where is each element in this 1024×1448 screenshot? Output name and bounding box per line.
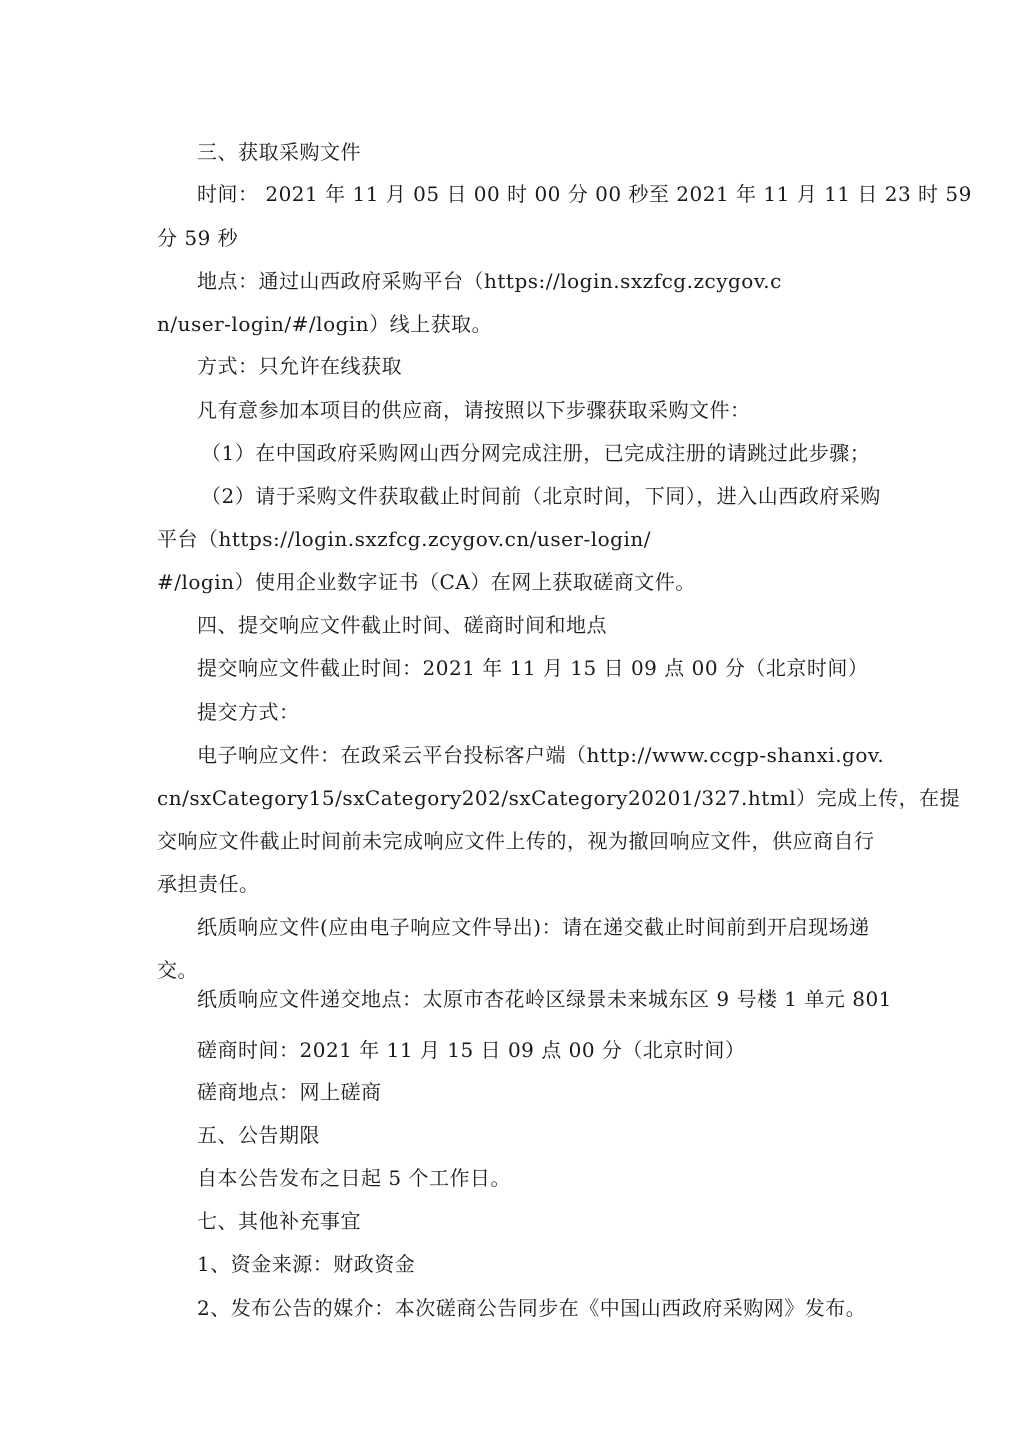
section-5-heading: 五、公告期限: [197, 1123, 320, 1147]
method-line: 方式：只允许在线获取: [197, 354, 402, 378]
consult-place-line: 磋商地点：网上磋商: [197, 1080, 382, 1104]
paper-address-line: 纸质响应文件递交地点：太原市杏花岭区绿景未来城东区 9 号楼 1 单元 801: [197, 987, 892, 1011]
section-7-heading: 七、其他补充事宜: [197, 1209, 361, 1233]
intro-line: 凡有意参加本项目的供应商，请按照以下步骤获取采购文件：: [197, 398, 751, 422]
section-3-heading: 三、获取采购文件: [197, 140, 361, 164]
paper-line-2: 交。: [157, 958, 198, 982]
step-2-line-1: （2）请于采购文件获取截止时间前（北京时间，下同），进入山西政府采购: [201, 484, 881, 508]
step-2-line-3: #/login）使用企业数字证书（CA）在网上获取磋商文件。: [157, 570, 696, 594]
electronic-line-1: 电子响应文件：在政采云平台投标客户端（http://www.ccgp-shanxi.gov.: [197, 743, 885, 767]
step-2-line-2: 平台（https://login.sxzfcg.zcygov.cn/user-login/: [157, 527, 651, 551]
place-line-1: 地点：通过山西政府采购平台（https://login.sxzfcg.zcygov.c: [197, 269, 782, 293]
electronic-line-3: 交响应文件截止时间前未完成响应文件上传的，视为撤回响应文件，供应商自行: [157, 829, 875, 853]
announcement-period-line: 自本公告发布之日起 5 个工作日。: [197, 1166, 511, 1190]
time-line-2: 分 59 秒: [157, 226, 239, 250]
electronic-line-2: cn/sxCategory15/sxCategory202/sxCategory20201/327.html）完成上传，在提: [157, 786, 961, 810]
consult-time-line: 磋商时间：2021 年 11 月 15 日 09 点 00 分（北京时间）: [197, 1038, 746, 1062]
funding-source-line: 1、资金来源：财政资金: [197, 1252, 416, 1276]
section-4-heading: 四、提交响应文件截止时间、磋商时间和地点: [197, 613, 607, 637]
deadline-line: 提交响应文件截止时间：2021 年 11 月 15 日 09 点 00 分（北京时间）: [197, 656, 869, 680]
place-line-2: n/user-login/#/login）线上获取。: [157, 312, 493, 336]
electronic-line-4: 承担责任。: [157, 872, 260, 896]
step-1-line: （1）在中国政府采购网山西分网完成注册，已完成注册的请跳过此步骤；: [201, 441, 871, 465]
paper-line-1: 纸质响应文件(应由电子响应文件导出)：请在递交截止时间前到开启现场递: [197, 915, 870, 939]
time-line-1: 时间： 2021 年 11 月 05 日 00 时 00 分 00 秒至 2021 年 11 月 11 日 23 时 59: [197, 182, 972, 206]
media-line: 2、发布公告的媒介：本次磋商公告同步在《中国山西政府采购网》发布。: [197, 1296, 867, 1320]
submit-method-line: 提交方式：: [197, 700, 300, 724]
